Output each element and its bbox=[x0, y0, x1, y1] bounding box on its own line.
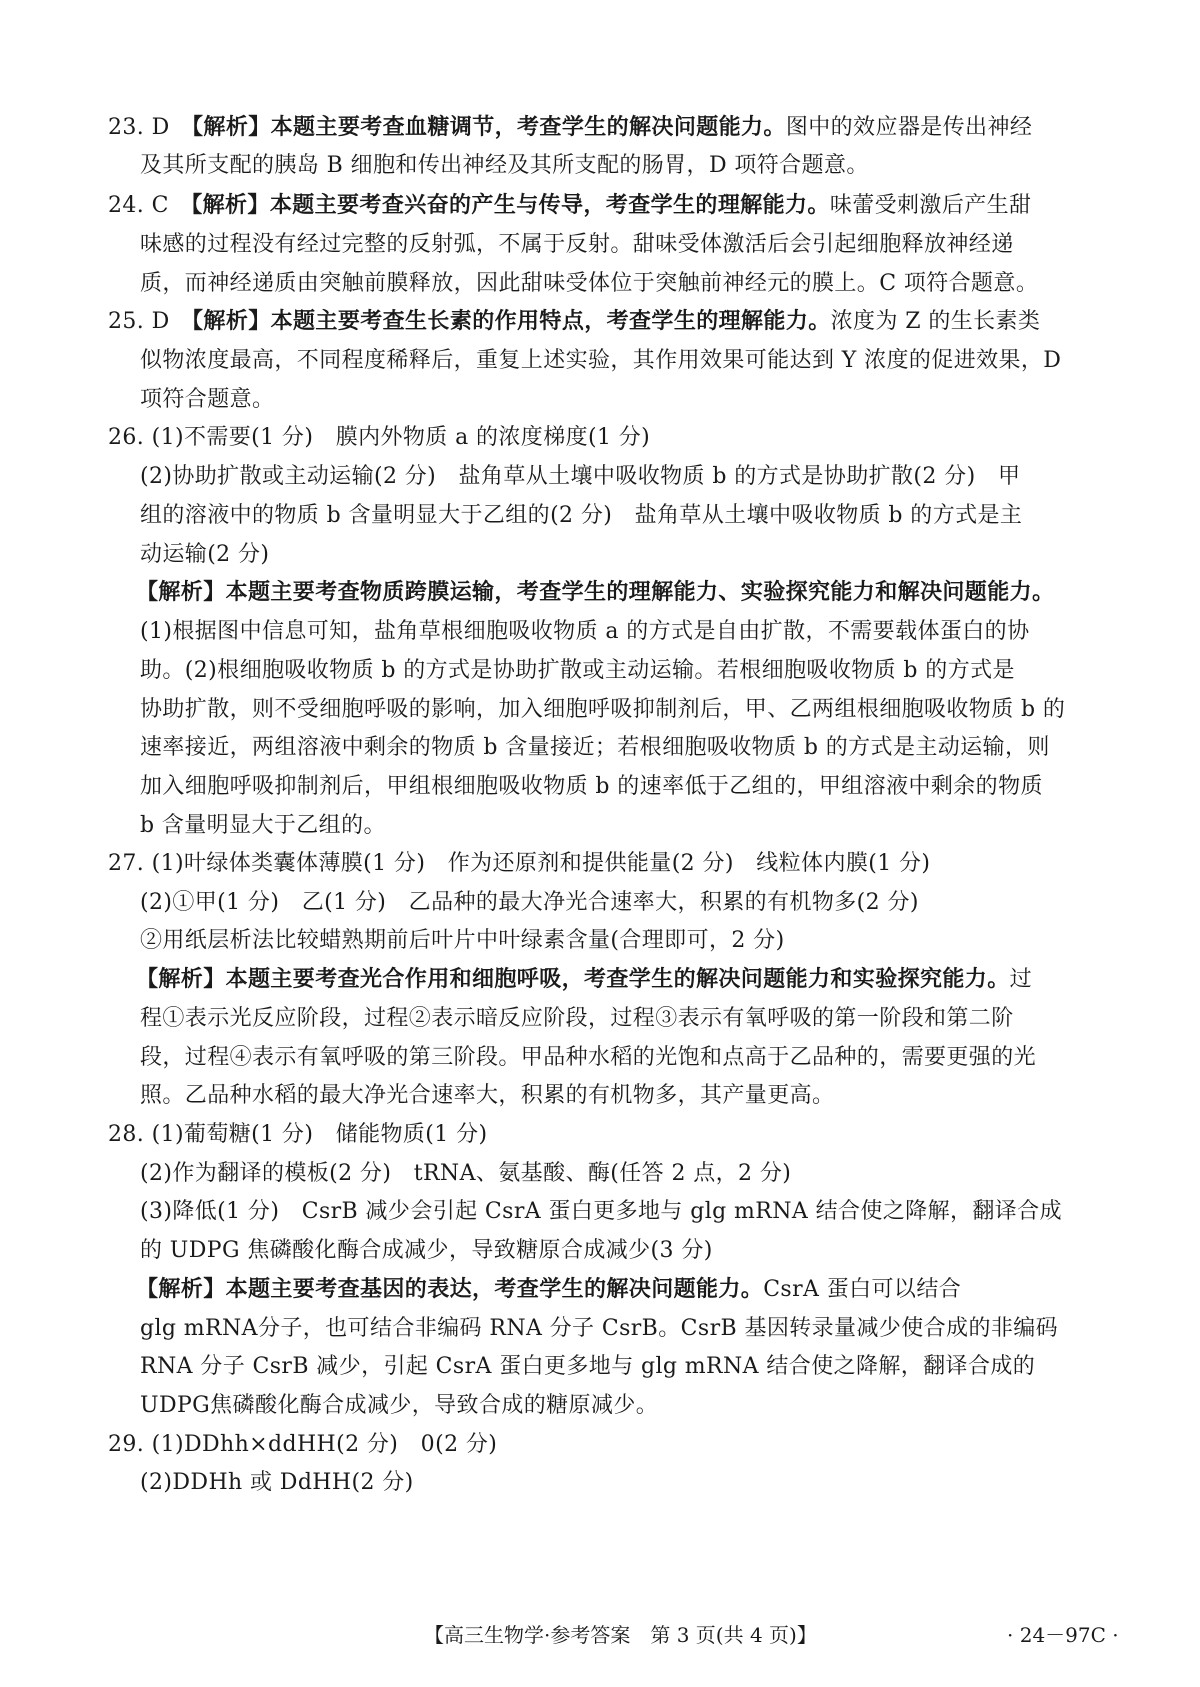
text-line bbox=[140, 269, 1038, 299]
line-text: 组的溶液中的物质 b 含量明显大于乙组的(2 分) 盐角草从土壤中吸收物质 b 的方式是主 bbox=[140, 503, 1023, 528]
line-text: 27. (1)叶绿体类囊体薄膜(1 分) 作为还原剂和提供能量(2 分) 线粒体内膜(1 分) bbox=[108, 851, 931, 876]
line-text: 26. (1)不需要(1 分) 膜内外物质 a 的浓度梯度(1 分) bbox=[108, 425, 651, 450]
text-line bbox=[136, 965, 1032, 995]
analysis-heading: 【解析】本题主要考查血糖调节，考查学生的解决问题能力。 bbox=[192, 115, 786, 140]
footer-page-label: 【高三生物学·参考答案 第 3 页(共 4 页)】 bbox=[424, 1623, 817, 1647]
line-text: 动运输(2 分) bbox=[140, 542, 270, 567]
line-text: (1)根据图中信息可知，盐角草根细胞吸收物质 a 的方式是自由扩散，不需要载体蛋白的协 bbox=[140, 619, 1030, 644]
line-text: 23. D bbox=[108, 115, 193, 140]
line-text: 质，而神经递质由突触前膜释放，因此甜味受体位于突触前神经元的膜上。C 项符合题意。 bbox=[140, 271, 1039, 296]
line-text: 照。乙品种水稻的最大净光合速率大，积累的有机物多，其产量更高。 bbox=[140, 1083, 835, 1108]
text-line bbox=[136, 578, 1054, 608]
line-text: 的 UDPG 焦磷酸化酶合成减少，导致糖原合成减少(3 分) bbox=[140, 1238, 713, 1263]
text-line bbox=[108, 191, 1031, 221]
line-text: b 含量明显大于乙组的。 bbox=[140, 813, 386, 838]
line-text: 协助扩散，则不受细胞呼吸的影响，加入细胞呼吸抑制剂后，甲、乙两组根细胞吸收物质 b 的 bbox=[140, 697, 1066, 722]
line-text: 味蕾受刺激后产生甜 bbox=[829, 193, 1032, 218]
line-text: 段，过程④表示有氧呼吸的第三阶段。甲品种水稻的光饱和点高于乙品种的，需要更强的光 bbox=[140, 1045, 1037, 1070]
analysis-heading: 【解析】本题主要考查光合作用和细胞呼吸，考查学生的解决问题能力和实验探究能力。 bbox=[136, 967, 1010, 992]
line-text: (2)①甲(1 分) 乙(1 分) 乙品种的最大净光合速率大，积累的有机物多(2 分) bbox=[140, 890, 919, 915]
text-line bbox=[140, 695, 1065, 725]
text-line bbox=[140, 1081, 834, 1111]
text-line bbox=[108, 307, 1040, 337]
text-line bbox=[140, 1468, 414, 1498]
text-line bbox=[140, 656, 1015, 686]
text-line bbox=[108, 1430, 497, 1460]
footer-code: · 24－97C · bbox=[1007, 1623, 1119, 1647]
text-line bbox=[140, 1352, 1035, 1382]
text-line bbox=[108, 423, 650, 453]
text-line bbox=[140, 385, 274, 415]
text-line bbox=[140, 462, 1020, 492]
text-line bbox=[140, 1314, 1058, 1344]
line-text: 29. (1)DDhh×ddHH(2 分) 0(2 分) bbox=[108, 1432, 498, 1457]
text-line bbox=[140, 1043, 1036, 1073]
text-line bbox=[140, 926, 785, 956]
text-line bbox=[140, 230, 1014, 260]
line-text: 图中的效应器是传出神经 bbox=[785, 115, 1033, 140]
line-text: 28. (1)葡萄糖(1 分) 储能物质(1 分) bbox=[108, 1122, 488, 1147]
text-line bbox=[136, 1275, 961, 1305]
line-text: (2)DDHh 或 DdHH(2 分) bbox=[140, 1470, 414, 1495]
line-text: 似物浓度最高，不同程度稀释后，重复上述实验，其作用效果可能达到 Y 浓度的促进效果，D bbox=[140, 348, 1062, 373]
line-text: 程①表示光反应阶段，过程②表示暗反应阶段，过程③表示有氧呼吸的第一阶段和第二阶 bbox=[140, 1006, 1014, 1031]
line-text: 加入细胞呼吸抑制剂后，甲组根细胞吸收物质 b 的速率低于乙组的，甲组溶液中剩余的物质 bbox=[140, 774, 1043, 799]
line-text: UDPG焦磷酸化酶合成减少，导致合成的糖原减少。 bbox=[140, 1393, 659, 1418]
text-line bbox=[140, 772, 1043, 802]
line-text: 助。(2)根细胞吸收物质 b 的方式是协助扩散或主动运输。若根细胞吸收物质 b 的方式是 bbox=[140, 658, 1015, 683]
line-text: (3)降低(1 分) CsrB 减少会引起 CsrA 蛋白更多地与 glg mRNA 结合使之降解，翻译合成 bbox=[140, 1199, 1062, 1224]
text-line bbox=[108, 113, 1032, 143]
line-text: CsrA 蛋白可以结合 bbox=[763, 1277, 962, 1302]
analysis-heading: 【解析】本题主要考查兴奋的产生与传导，考查学生的理解能力。 bbox=[191, 193, 830, 218]
line-text: (2)协助扩散或主动运输(2 分) 盐角草从土壤中吸收物质 b 的方式是协助扩散(2 分) 甲 bbox=[140, 464, 1021, 489]
line-text: ②用纸层析法比较蜡熟期前后叶片中叶绿素含量(合理即可，2 分) bbox=[140, 928, 785, 953]
text-line bbox=[140, 1391, 658, 1421]
text-line bbox=[140, 1197, 1062, 1227]
text-line bbox=[140, 501, 1022, 531]
text-line bbox=[140, 1159, 791, 1189]
line-text: (2)作为翻译的模板(2 分) tRNA、氨基酸、酶(任答 2 点，2 分) bbox=[140, 1161, 792, 1186]
text-line bbox=[140, 1004, 1014, 1034]
line-text: 24. C bbox=[108, 193, 192, 218]
line-text: 及其所支配的胰岛 B 细胞和传出神经及其所支配的肠胃，D 项符合题意。 bbox=[140, 153, 869, 178]
text-line bbox=[140, 811, 386, 841]
line-text: 浓度为 Z 的生长素类 bbox=[830, 309, 1041, 334]
line-text: RNA 分子 CsrB 减少，引起 CsrA 蛋白更多地与 glg mRNA 结合使之降解，翻译合成的 bbox=[140, 1354, 1036, 1379]
text-line bbox=[108, 849, 930, 879]
text-line bbox=[108, 1120, 487, 1150]
line-text: 速率接近，两组溶液中剩余的物质 b 含量接近；若根细胞吸收物质 b 的方式是主动运输，则 bbox=[140, 735, 1050, 760]
analysis-heading: 【解析】本题主要考查生长素的作用特点，考查学生的理解能力。 bbox=[192, 309, 831, 334]
line-text: 味感的过程没有经过完整的反射弧，不属于反射。甜味受体激活后会引起细胞释放神经递 bbox=[140, 232, 1014, 257]
line-text: glg mRNA分子，也可结合非编码 RNA 分子 CsrB。CsrB 基因转录量减少使合成的非编码 bbox=[140, 1316, 1059, 1341]
analysis-heading: 【解析】本题主要考查物质跨膜运输，考查学生的理解能力、实验探究能力和解决问题能力。 bbox=[136, 580, 1055, 605]
analysis-heading: 【解析】本题主要考查基因的表达，考查学生的解决问题能力。 bbox=[136, 1277, 764, 1302]
text-line bbox=[140, 346, 1061, 376]
text-line bbox=[140, 617, 1029, 647]
text-line bbox=[140, 540, 269, 570]
line-text: 25. D bbox=[108, 309, 193, 334]
text-line bbox=[140, 888, 919, 918]
text-line bbox=[140, 733, 1050, 763]
text-line bbox=[140, 1236, 713, 1266]
text-line bbox=[140, 151, 869, 181]
line-text: 过 bbox=[1009, 967, 1033, 992]
line-text: 项符合题意。 bbox=[140, 387, 275, 412]
